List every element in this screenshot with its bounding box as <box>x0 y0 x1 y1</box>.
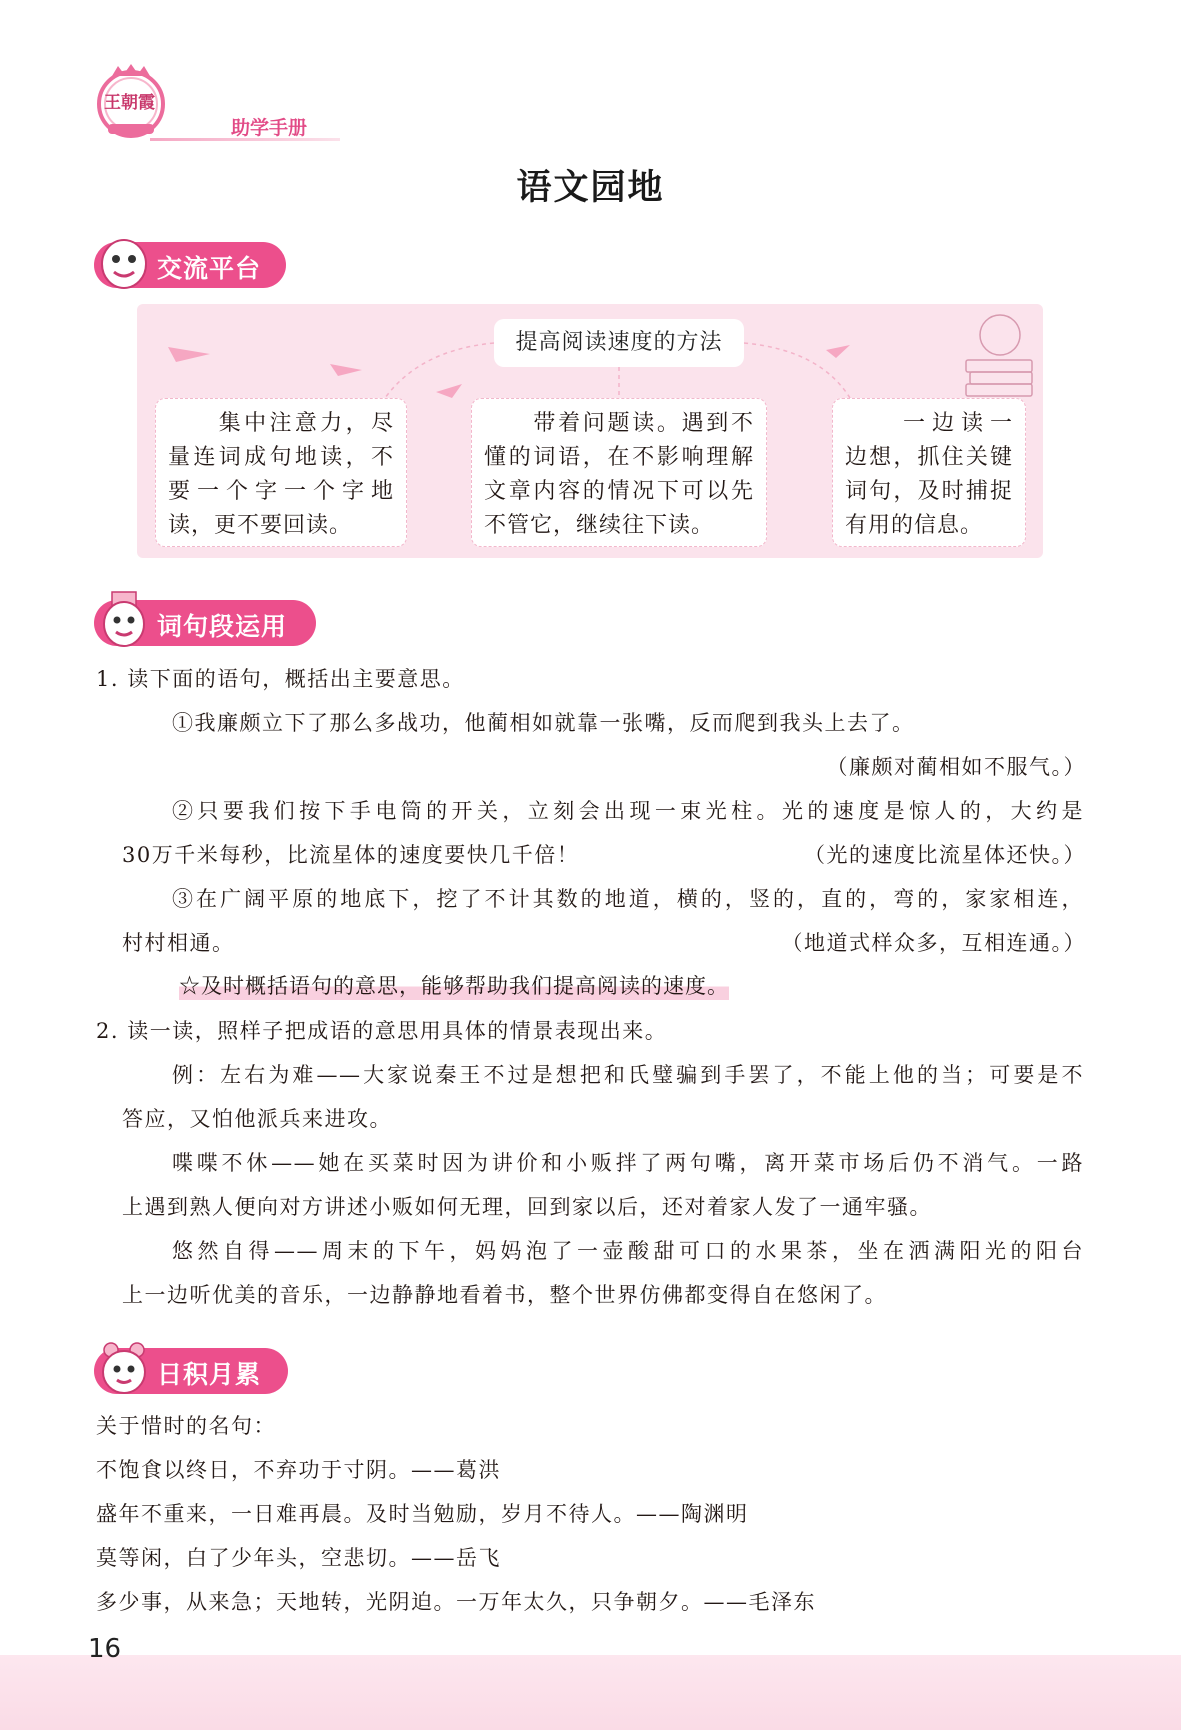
section-badge-words <box>94 600 316 646</box>
q2-paragraph-1-line-2: 上遇到熟人便向对方讲述小贩如何无理，回到家以后，还对着家人发了一通牢骚。 <box>122 1195 932 1219</box>
quotes-intro: 关于惜时的名句： <box>96 1414 276 1438</box>
card-line: 文章内容的情况下可以先 <box>484 479 754 504</box>
footer-band <box>0 1655 1181 1730</box>
q2-paragraph-1-line-1: 喋喋不休——她在买菜时因为讲价和小贩拌了两句嘴，离开菜市场后仍不消气。一路 <box>172 1151 1084 1175</box>
mascot-icon <box>98 232 150 290</box>
page-title: 语文园地 <box>516 168 665 208</box>
question-2-prompt: 2. 读一读，照样子把成语的意思用具体的情景表现出来。 <box>96 1019 668 1043</box>
method-card <box>832 398 1026 547</box>
q1-item-3-line-2: 村村相通。 <box>122 931 235 955</box>
card-line: 要一个字一个字地 <box>168 479 394 504</box>
card-line: 词句，及时捕捉 <box>845 479 1013 504</box>
quote-line: 多少事，从来急；天地转，光阴迫。一万年太久，只争朝夕。——毛泽东 <box>96 1590 816 1614</box>
q1-item-2-line-2: 30万千米每秒，比流星体的速度要快几千倍！ <box>122 843 580 867</box>
section-badge-label: 交流平台 <box>157 254 262 283</box>
question-1-prompt: 1. 读下面的语句，概括出主要意思。 <box>96 667 465 691</box>
section-badge-exchange <box>94 242 286 288</box>
section-badge-label: 词句段运用 <box>157 612 288 641</box>
header-label: 助学手册 <box>231 117 308 139</box>
quote-line: 盛年不重来，一日难再晨。及时当勉励，岁月不待人。——陶渊明 <box>96 1502 749 1526</box>
card-line: 不管它，继续往下读。 <box>484 513 715 538</box>
card-line: 边想，抓住关键 <box>845 445 1013 470</box>
mascot-icon <box>98 590 150 648</box>
q1-answer-2: （光的速度比流星体还快。） <box>804 843 1086 867</box>
section-badge-daily <box>94 1348 288 1394</box>
card-line: 懂的词语，在不影响理解 <box>484 445 754 470</box>
q2-paragraph-2-line-2: 上一边听优美的音乐，一边静静地看着书，整个世界仿佛都变得自在悠闲了。 <box>122 1283 887 1307</box>
brand-logo-text: 王朝霞 <box>104 93 155 113</box>
q1-item-3-line-1: ③在广阔平原的地底下，挖了不计其数的地道，横的，竖的，直的，弯的，家家相连， <box>172 887 1084 911</box>
card-line: 有用的信息。 <box>845 513 984 538</box>
clock-mascot-icon <box>98 1338 150 1396</box>
q2-example-line-2: 答应，又怕他派兵来进攻。 <box>122 1107 392 1131</box>
page-number: 16 <box>88 1634 122 1664</box>
q1-answer-3: （地道式样众多，互相连通。） <box>781 931 1086 955</box>
card-line: 量连词成句地读，不 <box>168 445 394 470</box>
reading-tip: ☆及时概括语句的意思，能够帮助我们提高阅读的速度。 <box>179 970 729 1000</box>
panel-topic: 提高阅读速度的方法 <box>494 319 744 367</box>
method-card <box>155 398 407 547</box>
quote-line: 莫等闲，白了少年头，空悲切。——岳飞 <box>96 1546 501 1570</box>
quote-line: 不饱食以终日，不弃功于寸阴。——葛洪 <box>96 1458 501 1482</box>
q2-paragraph-2-line-1: 悠然自得——周末的下午，妈妈泡了一壶酸甜可口的水果茶，坐在洒满阳光的阳台 <box>172 1239 1084 1263</box>
card-line: 一边读一 <box>845 411 1013 436</box>
section-badge-label: 日积月累 <box>157 1360 262 1389</box>
card-line: 带着问题读。遇到不 <box>484 411 754 436</box>
q2-example-line-1: 例：左右为难——大家说秦王不过是想把和氏璧骗到手罢了，不能上他的当；可要是不 <box>172 1063 1084 1087</box>
card-line: 集中注意力，尽 <box>168 411 394 436</box>
q1-item-2-line-1: ②只要我们按下手电筒的开关，立刻会出现一束光柱。光的速度是惊人的，大约是 <box>172 799 1084 823</box>
q1-item-1: ①我廉颇立下了那么多战功，他蔺相如就靠一张嘴，反而爬到我头上去了。 <box>172 711 915 735</box>
card-line: 读，更不要回读。 <box>168 513 353 538</box>
method-card <box>471 398 767 547</box>
q1-answer-1: （廉颇对蔺相如不服气。） <box>826 755 1086 779</box>
